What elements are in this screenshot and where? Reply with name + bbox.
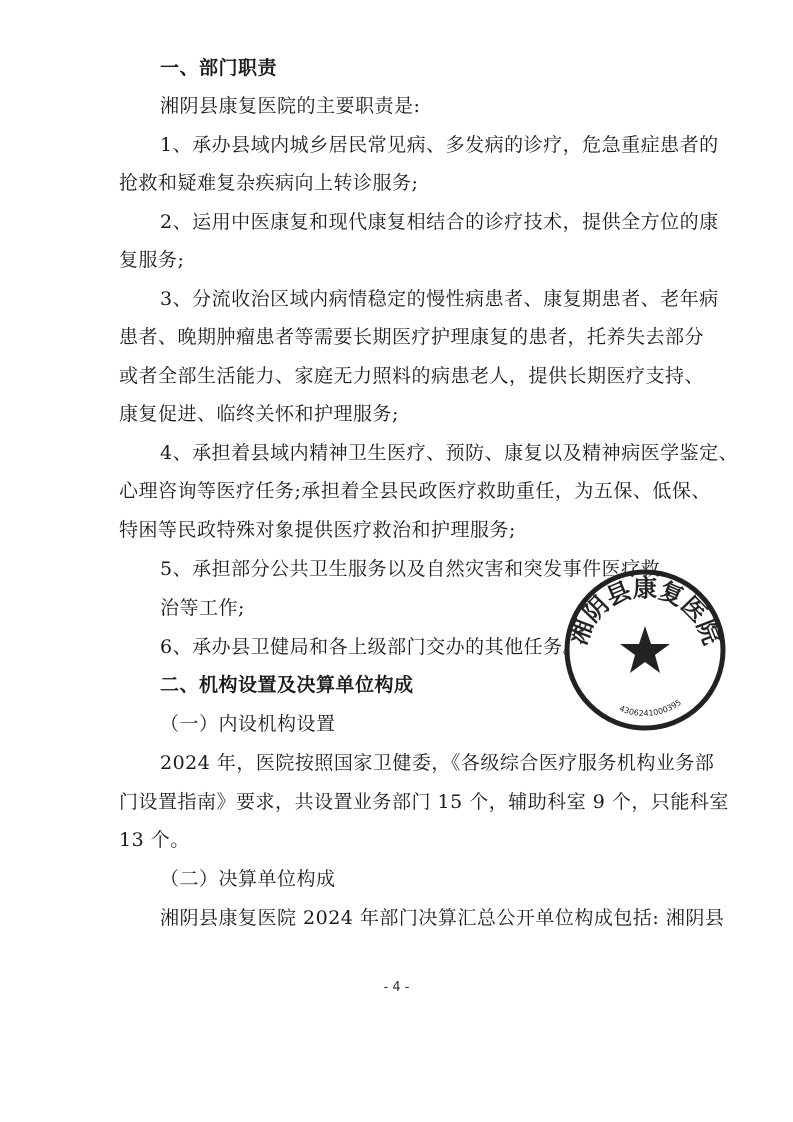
- item3-line3: 或者全部生活能力、家庭无力照料的病患老人，提供长期医疗支持、: [119, 365, 705, 387]
- seal-text: 湘阴县康复医院: [563, 573, 727, 649]
- sub1-line2: 门设置指南》要求，共设置业务部门 15 个，辅助科室 9 个，只能科室: [119, 791, 729, 813]
- sub1-line1: 2024 年，医院按照国家卫健委，《各级综合医疗服务机构业务部: [160, 752, 715, 774]
- item4-line2: 心理咨询等医疗任务;承担着全县民政医疗救助重任，为五保、低保、: [119, 480, 711, 502]
- section1-heading: 一、部门职责: [160, 57, 278, 79]
- item5-line1: 5、承担部分公共卫生服务以及自然灾害和突发事件医疗救: [160, 558, 661, 580]
- item3-line2: 患者、晚期肿瘤患者等需要长期医疗护理康复的患者，托养失去部分: [119, 326, 705, 348]
- page-number: - 4 -: [383, 980, 410, 995]
- item3-line4: 康复促进、临终关怀和护理服务;: [119, 403, 399, 425]
- seal-star-icon: [620, 626, 670, 673]
- sub2-line: 湘阴县康复医院 2024 年部门决算汇总公开单位构成包括: 湘阴县: [160, 907, 725, 929]
- sub2-heading: （二）决算单位构成: [160, 868, 336, 890]
- official-seal: [563, 568, 727, 732]
- item5-line2: 治等工作;: [160, 597, 245, 619]
- section1-intro: 湘阴县康复医院的主要职责是:: [160, 95, 421, 117]
- item1-line2: 抢救和疑难复杂疾病向上转诊服务;: [119, 172, 419, 194]
- item2-line2: 复服务;: [119, 249, 185, 271]
- sub1-line3: 13 个。: [119, 829, 190, 851]
- item3-line1: 3、分流收治区域内病情稳定的慢性病患者、康复期患者、老年病: [160, 288, 719, 310]
- item2-line1: 2、运用中医康复和现代康复相结合的诊疗技术，提供全方位的康: [160, 211, 719, 233]
- item4-line3: 特困等民政特殊对象提供医疗救治和护理服务;: [119, 519, 516, 541]
- item4-line1: 4、承担着县域内精神卫生医疗、预防、康复以及精神病医学鉴定、: [160, 442, 739, 464]
- item6: 6、承办县卫健局和各上级部门交办的其他任务。: [160, 636, 583, 658]
- section2-heading: 二、机构设置及决算单位构成: [160, 674, 414, 696]
- item1-line1: 1、承办县域内城乡居民常见病、多发病的诊疗，危急重症患者的: [160, 134, 719, 156]
- seal-code: 4306241000395: [618, 697, 683, 719]
- sub1-heading: （一）内设机构设置: [160, 713, 336, 735]
